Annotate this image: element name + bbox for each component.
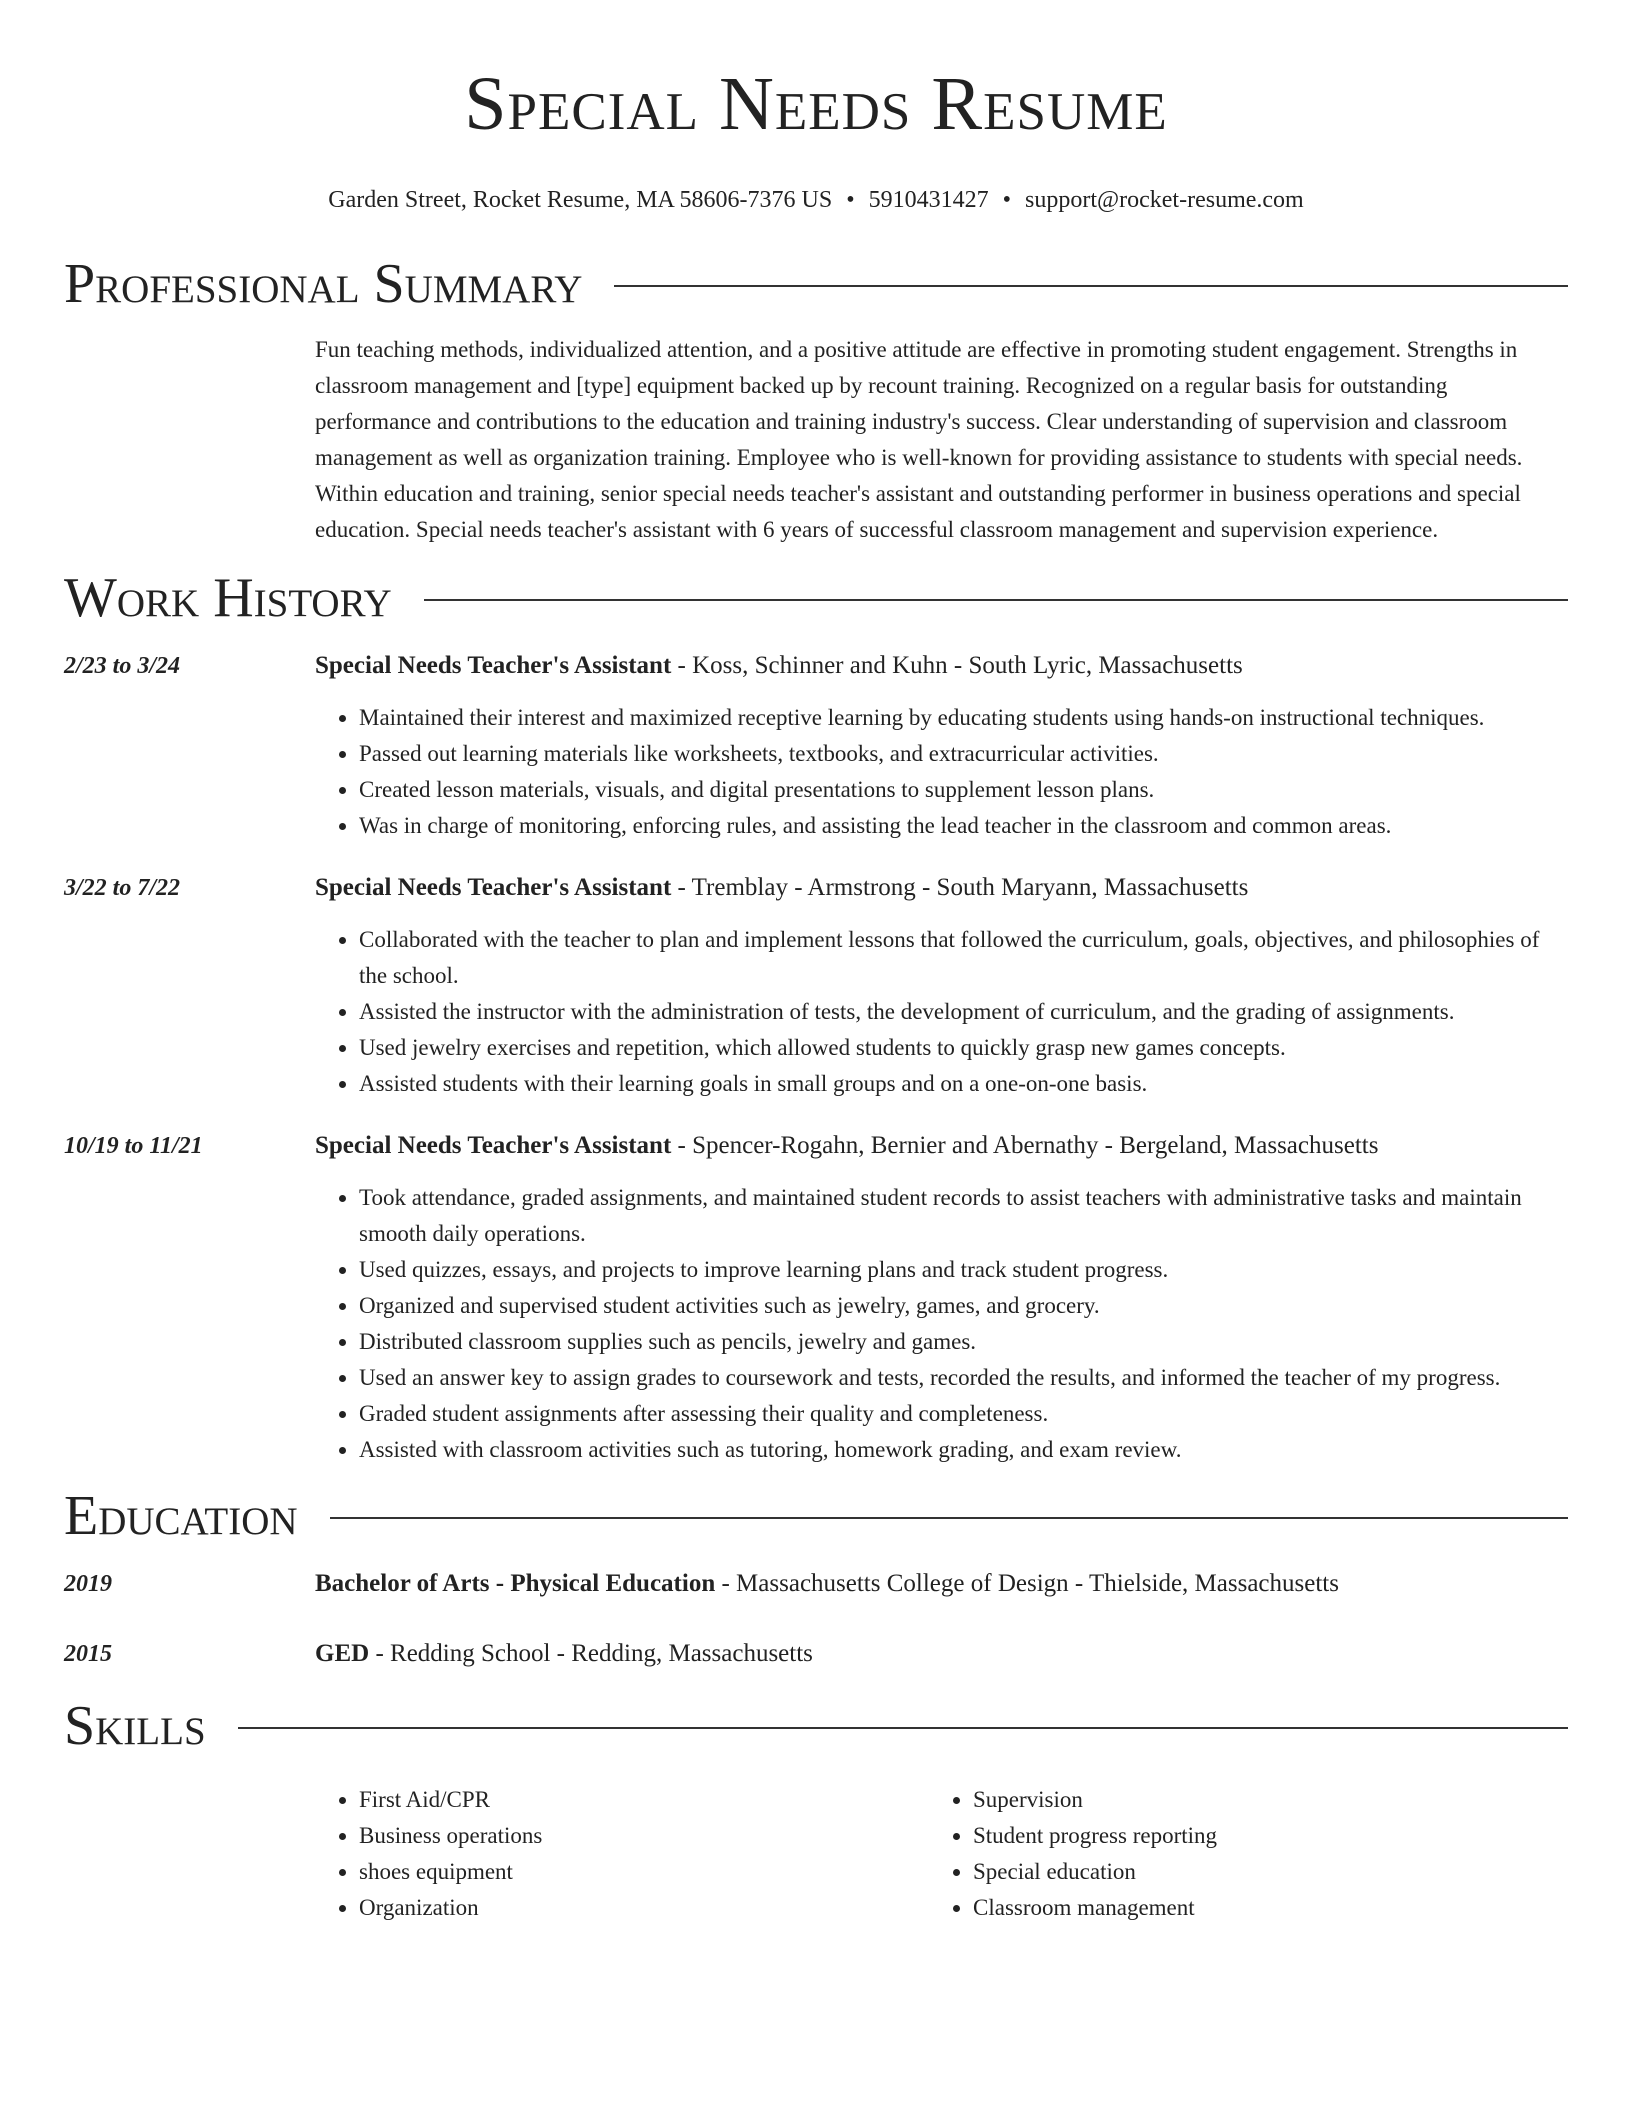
job-body: [315, 648, 1568, 844]
list-item: • Passed out learning materials like worksheets, textbooks, and extracurricular activities.: [359, 736, 1568, 772]
summary-text: Fun teaching methods, individualized attention, and a positive attitude are effective in promoting student engagement. Strengths in classroom management and [type] equipment backed up by recount training. Recognized on a regular basis for outstanding performance and contributions to the education and training industry's success. Clear understanding of supervision and classroom management as well as organization training. Employee who is well-known for providing assistance to students with special needs. Within education and training, senior special needs teacher's assistant and outstanding performer in business operations and special education. Special needs teacher's assistant with 6 years of successful classroom management and supervision experience.: [315, 337, 1523, 542]
skills-list: [64, 1782, 1568, 1926]
job-role: Special Needs Teacher's Assistant: [315, 652, 672, 679]
skill-item: • shoes equipment: [359, 1854, 929, 1890]
resume-title: Special Needs Resume: [464, 62, 1168, 146]
skills-column: [315, 1782, 929, 1926]
list-item: • Assisted with classroom activities such as tutoring, homework grading, and exam review.: [359, 1432, 1568, 1468]
skill-item: • Supervision: [973, 1782, 1217, 1818]
skill-item: • Special education: [973, 1854, 1217, 1890]
job-body: [315, 870, 1568, 1102]
skill-item: • Classroom management: [973, 1890, 1217, 1926]
education-degree: Bachelor of Arts - Physical Education: [315, 1570, 716, 1597]
list-item: • Organized and supervised student activities such as jewelry, games, and grocery.: [359, 1288, 1568, 1324]
skills-spacer: [64, 1782, 315, 1926]
section-divider: [238, 1727, 1568, 1729]
section-title: Work History: [64, 567, 392, 629]
job-details: - Koss, Schinner and Kuhn - South Lyric, Massachusetts: [671, 652, 1243, 679]
skills-section-header: [64, 1694, 1568, 1758]
work-section-header: [64, 566, 1568, 630]
job-dates: 10/19 to 11/21: [64, 1133, 203, 1159]
job-header: [315, 870, 1568, 906]
address: Garden Street, Rocket Resume, MA 58606-7376 US: [328, 187, 833, 213]
education-entry: [64, 1636, 1568, 1672]
list-item: • Created lesson materials, visuals, and digital presentations to supplement lesson plans.: [359, 772, 1568, 808]
list-item: • Used quizzes, essays, and projects to improve learning plans and track student progress.: [359, 1252, 1568, 1288]
education-details: - Massachusetts College of Design - Thielside, Massachusetts: [715, 1570, 1339, 1597]
list-item: • Assisted students with their learning goals in small groups and on a one-on-one basis.: [359, 1066, 1568, 1102]
education-degree: GED: [315, 1640, 370, 1667]
job-role: Special Needs Teacher's Assistant: [315, 874, 672, 901]
skill-item: • First Aid/CPR: [359, 1782, 929, 1818]
education-section-header: [64, 1484, 1568, 1548]
list-item: • Graded student assignments after assessing their quality and completeness.: [359, 1396, 1568, 1432]
email: support@rocket-resume.com: [1025, 187, 1304, 213]
education-year: 2019: [64, 1571, 112, 1597]
section-divider: [614, 285, 1568, 287]
job-dates: 3/22 to 7/22: [64, 875, 181, 901]
list-item: • Used an answer key to assign grades to coursework and tests, recorded the results, and informed the teacher of my progress.: [359, 1360, 1568, 1396]
list-item: • Collaborated with the teacher to plan and implement lessons that followed the curriculum, goals, objectives, and philosophies of the school.: [359, 922, 1568, 994]
summary-row: [64, 332, 1568, 548]
skill-item: • Student progress reporting: [973, 1818, 1217, 1854]
job-entry: [64, 870, 1568, 1102]
job-header: [315, 1128, 1568, 1164]
education-entry: [64, 1566, 1568, 1602]
education-body: [315, 1566, 1568, 1602]
list-item: • Used jewelry exercises and repetition, which allowed students to quickly grasp new games concepts.: [359, 1030, 1568, 1066]
summary-spacer: [64, 332, 315, 548]
phone: 5910431427: [868, 187, 989, 213]
job-body: [315, 1128, 1568, 1468]
job-details: - Spencer-Rogahn, Bernier and Abernathy - Bergeland, Massachusetts: [671, 1132, 1379, 1159]
education-details: - Redding School - Redding, Massachusetts: [369, 1640, 813, 1667]
section-title: Skills: [64, 1695, 206, 1757]
list-item: • Maintained their interest and maximized receptive learning by educating students using hands-on instructional techniques.: [359, 700, 1568, 736]
skills-column: [929, 1782, 1217, 1926]
job-entry: [64, 648, 1568, 844]
job-bullets: [315, 922, 1568, 1102]
job-bullets: [315, 1180, 1568, 1468]
education-year: 2015: [64, 1641, 112, 1667]
job-entry: [64, 1128, 1568, 1468]
section-title: Professional Summary: [64, 253, 583, 315]
section-title: Education: [64, 1485, 298, 1547]
separator-dot: •: [1002, 187, 1012, 213]
education-body: [315, 1636, 1568, 1672]
job-header: [315, 648, 1568, 684]
separator-dot: •: [846, 187, 855, 213]
contact-line: [64, 184, 1568, 216]
job-details: - Tremblay - Armstrong - South Maryann, Massachusetts: [671, 874, 1249, 901]
skill-item: • Business operations: [359, 1818, 929, 1854]
job-role: Special Needs Teacher's Assistant: [315, 1132, 672, 1159]
section-divider: [330, 1517, 1568, 1519]
list-item: • Was in charge of monitoring, enforcing rules, and assisting the lead teacher in the classroom and common areas.: [359, 808, 1568, 844]
job-bullets: [315, 700, 1568, 844]
list-item: • Distributed classroom supplies such as pencils, jewelry and games.: [359, 1324, 1568, 1360]
skill-item: • Organization: [359, 1890, 929, 1926]
section-divider: [424, 599, 1568, 601]
job-dates: 2/23 to 3/24: [64, 653, 181, 679]
list-item: • Assisted the instructor with the administration of tests, the development of curriculum, and the grading of assignments.: [359, 994, 1568, 1030]
summary-section-header: [64, 252, 1568, 316]
list-item: • Took attendance, graded assignments, and maintained student records to assist teachers with administrative tasks and maintain smooth daily operations.: [359, 1180, 1568, 1252]
